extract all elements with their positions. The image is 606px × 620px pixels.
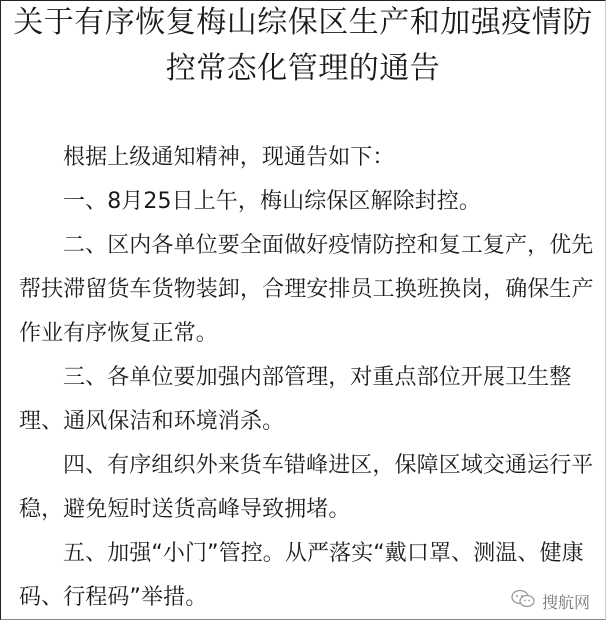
body-line: 理、通风保洁和环境消杀。	[19, 409, 285, 434]
body-line: 一、8月25日上午，梅山综保区解除封控。	[63, 189, 481, 214]
body-line: 根据上级通知精神，现通告如下：	[63, 145, 395, 170]
notice-title-line-2: 控常态化管理的通告	[165, 51, 441, 86]
body-line: 稳，避免短时送货高峰导致拥堵。	[19, 497, 351, 522]
wechat-icon	[510, 588, 536, 614]
body-line: 四、有序组织外来货车错峰进区，保障区域交通运行平	[63, 453, 594, 478]
body-line: 帮扶滞留货车货物装卸，合理安排员工换班换岗，确保生产	[19, 277, 594, 302]
watermark-label: 搜航网	[541, 592, 590, 612]
watermark	[510, 588, 590, 614]
body-line: 作业有序恢复正常。	[19, 321, 218, 346]
body-line: 二、区内各单位要全面做好疫情防控和复工复产，优先	[63, 233, 594, 258]
notice-title-line-1: 关于有序恢复梅山综保区生产和加强疫情防	[13, 5, 593, 40]
body-line: 五、加强“小门”管控。从严落实“戴口罩、测温、健康	[63, 541, 584, 566]
body-line: 码、行程码”举措。	[19, 585, 208, 610]
body-line: 三、各单位要加强内部管理，对重点部位开展卫生整	[63, 365, 572, 390]
